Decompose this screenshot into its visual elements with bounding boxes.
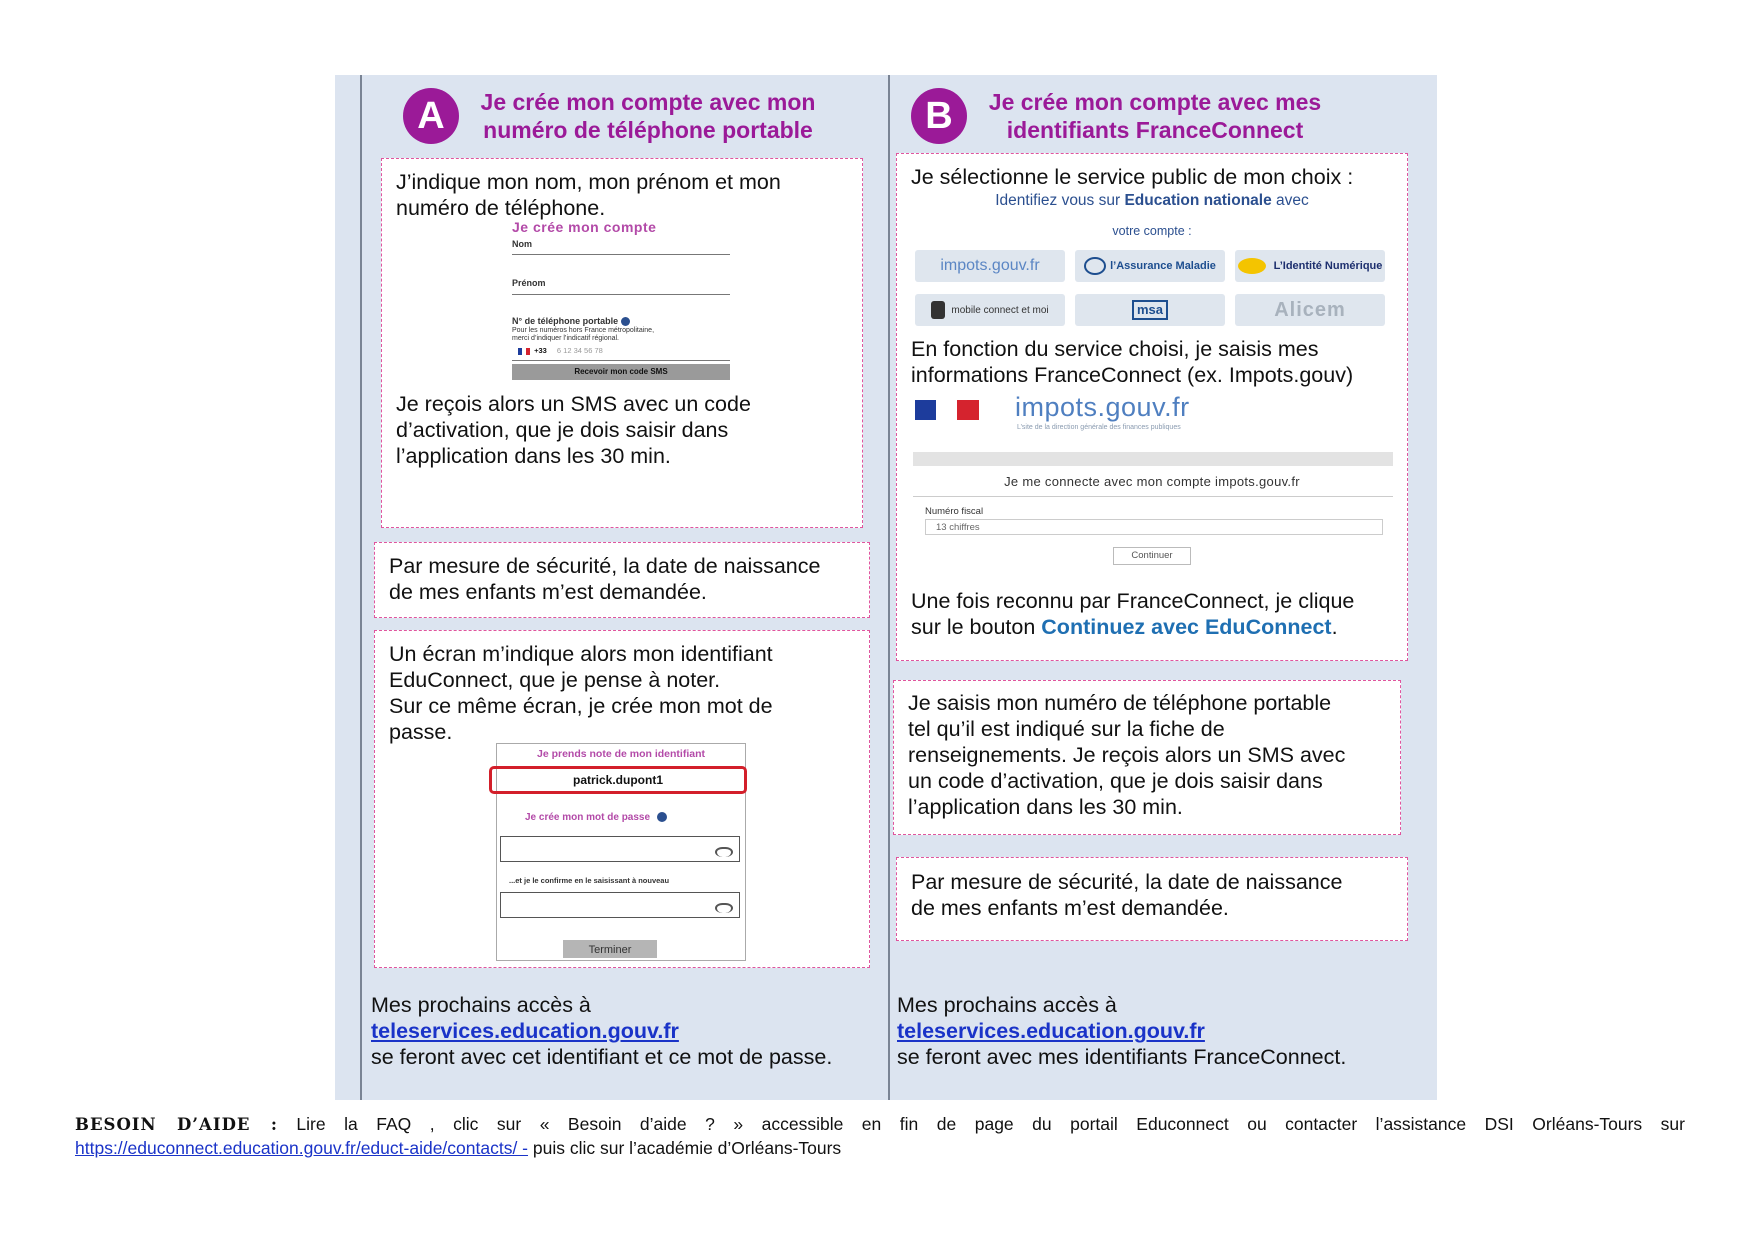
tile-assurance-maladie[interactable]: l’Assurance Maladie [1075,250,1225,282]
impots-logo: impots.gouv.fr [1015,392,1190,422]
account-label: votre compte : [1112,224,1192,238]
step-b3-box [896,857,1408,941]
eye-icon[interactable] [715,903,733,913]
marianne-logo-icon [915,400,979,420]
lock-icon [931,301,945,319]
step-b2-text: Je saisis mon numéro de téléphone portable tel qu’il est indiqué sur la fiche de renseignements. Je reçois alors un SMS avec un code d’activation, que je dois saisir dans l’application dans les 30 min. [908,691,1346,819]
step-a3-text: Un écran m’indique alors mon identifiant EduConnect, que je pense à noter. Sur ce même écran, je crée mon mot de passe. [389,642,773,744]
help-line-2: https://educonnect.education.gouv.fr/educt-aide/contacts/ - puis clic sur l’académie d’Orléans-Tours [75,1138,842,1158]
msa-logo-icon: msa [1132,300,1168,320]
identifier-form-mock [496,743,746,961]
step-a2-box [374,542,870,618]
step-a3-box [374,630,870,968]
center-divider [888,75,890,1100]
tile-alicem[interactable]: Alicem [1235,294,1385,326]
fiscal-number-input[interactable]: 13 chiffres [925,519,1383,535]
fiscal-label: Numéro fiscal [925,506,984,517]
country-code[interactable]: +33 [534,346,547,355]
assurance-maladie-logo-icon [1084,257,1106,275]
eye-icon[interactable] [715,847,733,857]
connect-title: Je me connecte avec mon compte impots.gouv.fr [1004,474,1300,489]
flag-fr-icon [518,348,530,355]
help-label: BESOIN D’AIDE : [75,1115,278,1134]
step-b3-text: Par mesure de sécurité, la date de naissance de mes enfants m’est demandée. [911,870,1343,920]
password-input[interactable] [500,836,740,862]
teleservices-link-a[interactable]: teleservices.education.gouv.fr [371,1019,679,1043]
step-b1-box [896,153,1408,661]
phone-input[interactable] [512,346,730,361]
continue-educonnect-button[interactable]: Continuez avec EduConnect [1041,615,1332,639]
help-icon [657,812,667,822]
tile-mobile-connect[interactable]: mobile connect et moi [915,294,1065,326]
help-icon [621,317,630,326]
tile-msa[interactable] [1075,294,1225,326]
phone-label: N° de téléphone portable [512,316,630,326]
confirm-label: ...et je le confirme en le saisissant à nouveau [509,876,670,885]
continue-button[interactable]: Continuer [1113,547,1191,565]
tile-identite-numerique[interactable]: L’Identité Numérique [1235,250,1385,282]
password-label: Je crée mon mot de passe [525,812,667,823]
column-b-footer: Mes prochains accès à teleservices.education.gouv.fr se feront avec mes identifiants FranceConnect. [897,993,1347,1069]
help-contact-link[interactable]: https://educonnect.education.gouv.fr/educt-aide/contacts/ - [75,1138,529,1158]
impots-subtitle: L’site de la direction générale des finances publiques [1017,424,1181,431]
connect-divider [913,496,1393,497]
badge-a: A [403,88,459,144]
impots-header-bar [913,452,1393,466]
help-line-1: BESOIN D’AIDE : Lire la FAQ , clic sur « Besoin d’aide ? » accessible en fin de page du portail Educonnect ou contacter l’assistance DSI Orléans-Tours sur [75,1114,1685,1134]
step-b2-box [893,680,1401,835]
phone-placeholder: 6 12 34 56 78 [556,346,603,355]
column-a-footer: Mes prochains accès à teleservices.education.gouv.fr se feront avec cet identifiant et ce mot de passe. [371,993,833,1069]
la-poste-logo-icon [1238,258,1266,274]
step-a1-outro: Je reçois alors un SMS avec un code d’activation, que je dois saisir dans l’application dans les 30 min. [396,392,751,468]
teleservices-link-b[interactable]: teleservices.education.gouv.fr [897,1019,1205,1043]
prenom-input[interactable] [512,294,730,295]
step-a1-box [381,158,863,528]
column-b-title: Je crée mon compte avec mes identifiants FranceConnect [988,89,1322,143]
tile-impots[interactable]: impots.gouv.fr [915,250,1065,282]
signup-form-mock [512,219,734,376]
step-a2-text: Par mesure de sécurité, la date de naissance de mes enfants m’est demandée. [389,554,821,604]
nom-input[interactable] [512,254,730,255]
step-a1-intro: J’indique mon nom, mon prénom et mon numéro de téléphone. [396,170,781,220]
signup-form-title: Je crée mon compte [512,219,657,235]
left-divider [360,75,362,1100]
column-a-title: Je crée mon compte avec mon numéro de téléphone portable [480,89,816,143]
step-b1-fc-text: En fonction du service choisi, je saisis mes informations FranceConnect (ex. Impots.gouv) [911,337,1354,387]
identify-text: Identifiez vous sur Education nationale avec [995,192,1309,209]
confirm-password-input[interactable] [500,892,740,918]
receive-sms-button[interactable]: Recevoir mon code SMS [512,364,730,380]
nom-label: Nom [512,239,532,249]
prenom-label: Prénom [512,278,546,288]
identifier-field: patrick.dupont1 [489,766,747,794]
phone-note: Pour les numéros hors France métropolitaine, merci d’indiquer l’indicatif régional. [512,327,655,342]
step-b1-intro: Je sélectionne le service public de mon choix : [911,165,1354,189]
badge-b: B [911,88,967,144]
finish-button[interactable]: Terminer [563,940,657,958]
identifier-form-title: Je prends note de mon identifiant [536,748,705,760]
step-b1-recognized: Une fois reconnu par FranceConnect, je clique sur le bouton Continuez avec EduConnect. [911,589,1355,639]
